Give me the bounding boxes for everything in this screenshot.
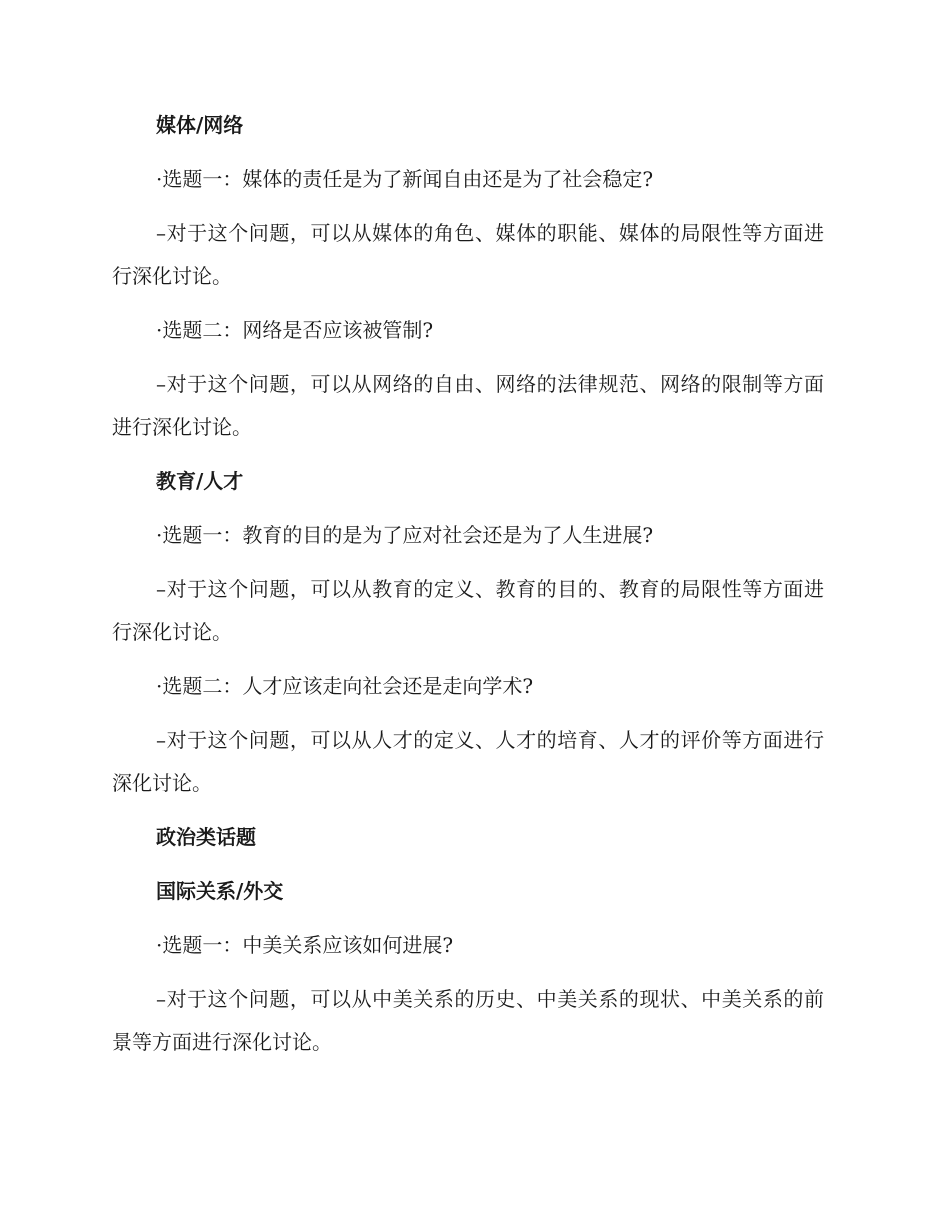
document-page — [112, 104, 824, 1075]
topic-question-talent-2: ·选题二：人才应该走向社会还是走向学术? — [156, 674, 534, 698]
section-heading-education-talent: 教育/人才 — [156, 469, 244, 493]
topic-discussion-media-1: –对于这个问题，可以从媒体的角色、媒体的职能、媒体的局限性等方面进行深化讨论。 — [112, 221, 824, 288]
topic-question-media-1: ·选题一：媒体的责任是为了新闻自由还是为了社会稳定? — [156, 167, 654, 191]
section-heading-media-network: 媒体/网络 — [156, 113, 244, 137]
topic-discussion-sino-us-1: –对于这个问题，可以从中美关系的历史、中美关系的现状、中美关系的前景等方面进行深化讨论。 — [112, 987, 824, 1054]
topic-discussion-network-2: –对于这个问题，可以从网络的自由、网络的法律规范、网络的限制等方面进行深化讨论。 — [112, 372, 824, 439]
topic-question-network-2: ·选题二：网络是否应该被管制? — [156, 318, 434, 342]
topic-discussion-talent-2: –对于这个问题，可以从人才的定义、人才的培育、人才的评价等方面进行深化讨论。 — [112, 728, 824, 795]
topic-question-sino-us-1: ·选题一：中美关系应该如何进展? — [156, 933, 454, 957]
section-heading-international-relations: 国际关系/外交 — [156, 879, 284, 903]
topic-question-education-1: ·选题一：教育的目的是为了应对社会还是为了人生进展? — [156, 523, 654, 547]
topic-discussion-education-1: –对于这个问题，可以从教育的定义、教育的目的、教育的局限性等方面进行深化讨论。 — [112, 577, 824, 644]
section-heading-politics: 政治类话题 — [156, 825, 256, 849]
